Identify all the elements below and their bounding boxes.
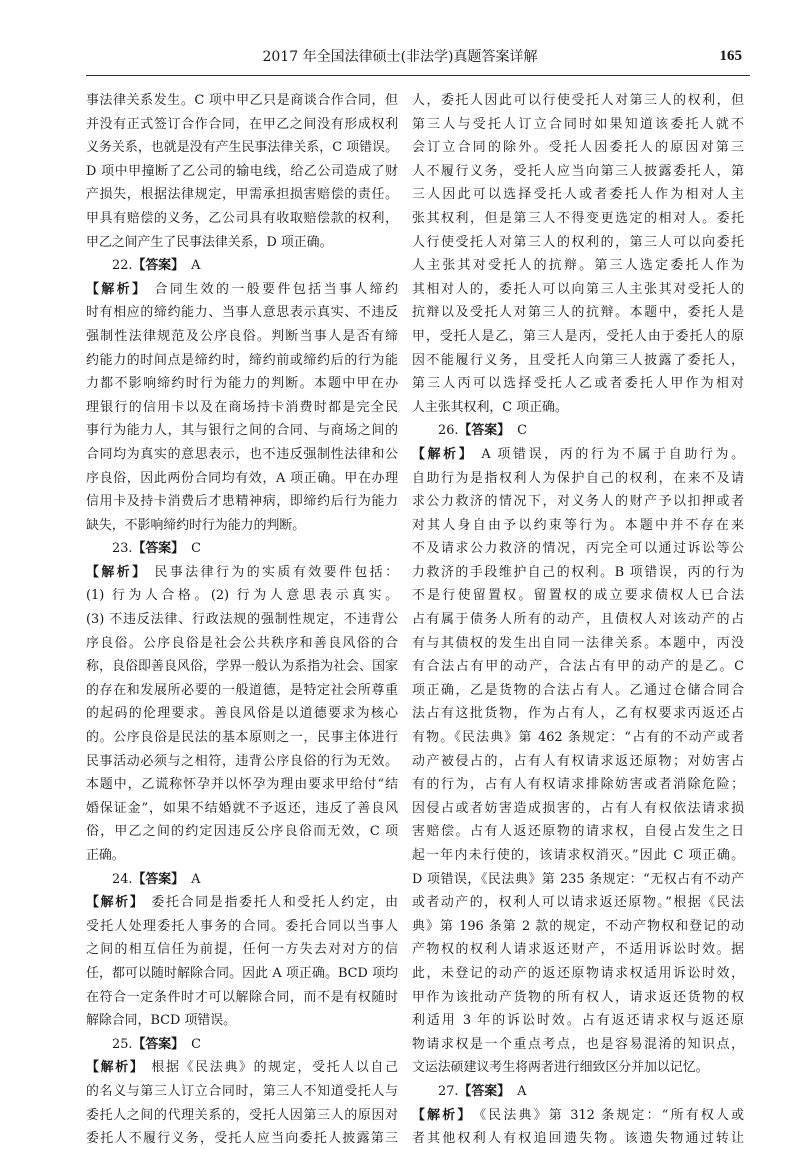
line-text: 强制性法律规范及公序良俗。判断当事人是否有缔 bbox=[86, 328, 398, 344]
analysis-label: 【解析】 bbox=[86, 564, 148, 580]
running-header: 2017 年全国法律硕士(非法学)真题答案详解 bbox=[262, 49, 538, 65]
text-line bbox=[86, 584, 398, 608]
text-line bbox=[86, 702, 398, 726]
text-line bbox=[86, 1104, 398, 1128]
line-text: 甲具有赔偿的义务，乙公司具有收取赔偿款的权利， bbox=[86, 210, 398, 226]
answer-value: A bbox=[191, 258, 201, 274]
line-text: 民事活动必须与之相符，违背公序良俗的行为无效。 bbox=[86, 753, 398, 769]
line-text: 其相对人的，委托人可以向第三人主张其对受托人的 bbox=[412, 281, 744, 297]
line-text: 第三人丙可以选择受托人乙或者委托人甲作为相对 bbox=[412, 376, 744, 392]
page-number: 165 bbox=[719, 48, 742, 64]
line-text: 利适用 3 年的诉讼时效。占有返还请求权与返还原 bbox=[412, 1013, 744, 1029]
text-line bbox=[86, 632, 398, 656]
line-text: 起一年内未行使的，该请求权消灭。”因此 C 项正确。 bbox=[412, 848, 744, 863]
line-text: 合同生效的一般要件包括当事人缔约 bbox=[154, 281, 398, 297]
line-text: 文运法硕建议考生将两者进行细致区分并加以记忆。 bbox=[412, 1060, 709, 1076]
line-text: 信用卡及持卡消费后才患精神病，即缔约后行为能力 bbox=[86, 494, 398, 510]
line-text: (1) 行为人合格。(2) 行为人意思表示真实。 bbox=[86, 588, 398, 604]
text-line bbox=[412, 773, 744, 797]
line-text: 产物权的权利人请求返还财产，不适用诉讼时效。据 bbox=[412, 942, 744, 958]
text-line bbox=[412, 608, 744, 632]
line-text: 害赔偿。占有人返还原物的请求权，自侵占发生之日 bbox=[412, 824, 744, 840]
line-text: D 项中甲撞断了乙公司的输电线，给乙公司造成了财 bbox=[86, 163, 398, 179]
line-text: 序良俗。公序良俗是社会公共秩序和善良风俗的合 bbox=[86, 635, 398, 651]
text-line bbox=[86, 113, 398, 137]
text-line bbox=[412, 1104, 744, 1128]
line-text: 的。公序良俗是民法的基本原则之一，民事主体进行 bbox=[86, 730, 398, 746]
text-line bbox=[412, 325, 744, 349]
line-text: 理银行的信用卡以及在商场持卡消费时都是完全民 bbox=[86, 399, 398, 415]
text-line bbox=[86, 655, 398, 679]
text-line bbox=[86, 1127, 398, 1151]
text-line bbox=[412, 443, 744, 467]
line-text: 人不履行义务，受托人应当向第三人披露委托人，第 bbox=[412, 163, 744, 179]
line-text: 委托人不履行义务，受托人应当向委托人披露第三 bbox=[86, 1131, 398, 1147]
line-text: 三人因此可以选择受托人或者委托人作为相对人主 bbox=[412, 187, 744, 203]
text-line bbox=[86, 773, 398, 797]
line-text: 《民法典》第 312 条规定：“所有权人或 bbox=[479, 1107, 744, 1123]
text-line bbox=[412, 584, 744, 608]
text-line bbox=[86, 490, 398, 514]
paragraph bbox=[86, 278, 398, 538]
text-line bbox=[412, 868, 744, 892]
text-line bbox=[86, 891, 398, 915]
line-text: 义务关系，也就是没有产生民事法律关系，C 项错误。 bbox=[86, 140, 398, 156]
text-line bbox=[412, 113, 744, 137]
line-text: 本题中，乙谎称怀孕并以怀孕为理由要求甲给付“结 bbox=[86, 777, 398, 793]
text-line bbox=[86, 1056, 398, 1080]
text-line bbox=[86, 1080, 398, 1104]
right-column bbox=[412, 89, 744, 1151]
line-text: 有物。《民法典》第 462 条规定：“占有的不动产或者 bbox=[412, 730, 744, 746]
text-line bbox=[412, 136, 744, 160]
text-line bbox=[86, 183, 398, 207]
answer-label: 【答案】 bbox=[132, 871, 185, 887]
line-text: 人主张其对受托人的抗辩。第三人选定委托人作为 bbox=[412, 258, 744, 274]
text-line bbox=[412, 938, 744, 962]
text-line bbox=[412, 986, 744, 1010]
text-line bbox=[412, 537, 744, 561]
answer-heading bbox=[412, 1080, 744, 1104]
text-line bbox=[86, 278, 398, 302]
text-line bbox=[86, 207, 398, 231]
line-text: (3) 不违反法律、行政法规的强制性规定，不违背公 bbox=[86, 612, 398, 628]
paragraph bbox=[412, 443, 744, 1080]
text-line bbox=[86, 726, 398, 750]
line-text: 委托合同是指委托人和受托人约定，由 bbox=[151, 895, 398, 911]
answer-value: C bbox=[517, 423, 527, 439]
answer-label: 【答案】 bbox=[458, 423, 511, 439]
text-line bbox=[86, 915, 398, 939]
left-column bbox=[86, 89, 398, 1151]
text-line bbox=[86, 750, 398, 774]
text-line bbox=[86, 160, 398, 184]
text-line bbox=[86, 1009, 398, 1033]
answer-value: C bbox=[191, 1036, 201, 1052]
paragraph bbox=[86, 561, 398, 868]
answer-heading bbox=[86, 537, 398, 561]
line-text: 力救济的手段维护自己的权利。B 项错误，丙的行为 bbox=[412, 564, 744, 580]
text-line bbox=[412, 89, 744, 113]
text-line bbox=[86, 89, 398, 113]
text-line bbox=[412, 207, 744, 231]
text-line bbox=[412, 160, 744, 184]
line-text: 此，未登记的动产的返还原物请求权适用诉讼时效， bbox=[412, 965, 744, 981]
text-line bbox=[86, 561, 398, 585]
line-text: 的起码的伦理要求。善良风俗是以道德要求为核心 bbox=[86, 706, 398, 722]
line-text: 会订立合同的除外。受托人因委托人的原因对第三 bbox=[412, 140, 744, 156]
line-text: 约能力的时间点是缔约时，缔约前或缔约后的行为能 bbox=[86, 352, 398, 368]
text-line bbox=[86, 844, 398, 868]
line-text: 时有相应的缔约能力、当事人意思表示真实、不违反 bbox=[86, 305, 398, 321]
text-line bbox=[86, 820, 398, 844]
text-line bbox=[412, 372, 744, 396]
paragraph bbox=[412, 89, 744, 419]
answer-label: 【答案】 bbox=[458, 1083, 511, 1099]
text-line bbox=[412, 561, 744, 585]
line-text: 委托人之间的代理关系的，受托人因第三人的原因对 bbox=[86, 1107, 398, 1123]
text-line bbox=[412, 301, 744, 325]
text-line bbox=[86, 349, 398, 373]
line-text: D 项错误，《民法典》第 235 条规定：“无权占有不动产 bbox=[412, 871, 744, 887]
question-number: 24. bbox=[112, 871, 133, 887]
line-text: 受托人处理委托人事务的合同。委托合同以当事人 bbox=[86, 918, 398, 934]
line-text: 之间的相互信任为前提，任何一方失去对对方的信 bbox=[86, 942, 398, 958]
line-text: 正确。 bbox=[86, 848, 125, 863]
text-line bbox=[412, 702, 744, 726]
text-line bbox=[412, 1127, 744, 1151]
line-text: 称，良俗即善良风俗，学界一般认为系指为社会、国家 bbox=[86, 659, 398, 675]
answer-label: 【答案】 bbox=[132, 541, 185, 557]
paragraph bbox=[86, 891, 398, 1033]
line-text: 不及请求公力救济的情况，丙完全可以通过诉讼等公 bbox=[412, 541, 744, 557]
line-text: 事行为能力人，其与银行之间的合同、与商场之间的 bbox=[86, 423, 398, 439]
text-line bbox=[412, 349, 744, 373]
text-line bbox=[86, 679, 398, 703]
text-line bbox=[86, 372, 398, 396]
text-line bbox=[412, 514, 744, 538]
text-line bbox=[86, 467, 398, 491]
question-number: 27. bbox=[438, 1083, 459, 1099]
text-line bbox=[412, 891, 744, 915]
text-line bbox=[86, 325, 398, 349]
line-text: 对其人身自由予以约束等行为。本题中并不存在来 bbox=[412, 517, 744, 533]
line-text: 法占有这批货物，作为占有人，乙有权要求丙返还占 bbox=[412, 706, 744, 722]
text-line bbox=[412, 1009, 744, 1033]
line-text: 物请求权是一个重点考点，也是容易混淆的知识点， bbox=[412, 1036, 744, 1052]
answer-heading bbox=[86, 868, 398, 892]
line-text: 人行使受托人对第三人的权利的，第三人可以向委托 bbox=[412, 234, 744, 250]
text-line bbox=[86, 231, 398, 255]
line-text: 人，委托人因此可以行使受托人对第三人的权利，但 bbox=[412, 93, 744, 108]
analysis-label: 【解析】 bbox=[86, 1060, 145, 1076]
line-text: 人主张其权利，C 项正确。 bbox=[412, 399, 568, 415]
line-text: 的存在和发展所必要的一般道德，是特定社会所尊重 bbox=[86, 682, 398, 698]
text-line bbox=[412, 1056, 744, 1080]
line-text: 动产被侵占的，占有人有权请求返还原物；对妨害占 bbox=[412, 753, 744, 769]
text-line bbox=[86, 986, 398, 1010]
text-line bbox=[86, 514, 398, 538]
text-line bbox=[86, 301, 398, 325]
text-line bbox=[412, 467, 744, 491]
text-line bbox=[412, 632, 744, 656]
line-text: 甲乙之间产生了民事法律关系，D 项正确。 bbox=[86, 234, 333, 250]
text-line bbox=[86, 136, 398, 160]
text-line bbox=[412, 844, 744, 868]
line-text: 有合法占有甲的动产，合法占有甲的动产的是乙。C bbox=[412, 659, 744, 675]
text-line bbox=[412, 915, 744, 939]
line-text: 缺失，不影响缔约时行为能力的判断。 bbox=[86, 517, 306, 533]
line-text: 项正确，乙是货物的合法占有人。乙通过仓储合同合 bbox=[412, 682, 744, 698]
answer-heading bbox=[412, 419, 744, 443]
text-line bbox=[86, 962, 398, 986]
text-line bbox=[412, 679, 744, 703]
answer-label: 【答案】 bbox=[132, 1036, 185, 1052]
analysis-label: 【解析】 bbox=[412, 446, 475, 462]
line-text: 序良俗，因此两份合同均有效，A 项正确。甲在办理 bbox=[86, 470, 398, 486]
analysis-label: 【解析】 bbox=[412, 1107, 473, 1123]
line-text: 或者动产的，权利人可以请求返还原物。”根据《民法 bbox=[412, 895, 744, 911]
line-text: 因不能履行义务，且受托人向第三人披露了委托人， bbox=[412, 352, 744, 368]
text-line bbox=[412, 183, 744, 207]
line-text: 张其权利，但是第三人不得变更选定的相对人。委托 bbox=[412, 210, 744, 226]
line-text: 在符合一定条件时才可以解除合同，而不是有权随时 bbox=[86, 989, 398, 1005]
answer-value: A bbox=[191, 871, 201, 887]
analysis-label: 【解析】 bbox=[86, 281, 148, 297]
line-text: 事法律关系发生。C 项中甲乙只是商谈合作合同，但 bbox=[86, 93, 398, 108]
text-line bbox=[412, 820, 744, 844]
text-line bbox=[412, 962, 744, 986]
answer-value: A bbox=[517, 1083, 527, 1099]
question-number: 25. bbox=[112, 1036, 133, 1052]
text-line bbox=[412, 726, 744, 750]
text-line bbox=[412, 797, 744, 821]
question-number: 23. bbox=[112, 541, 133, 557]
line-text: 求公力救济的情况下，对义务人的财产予以扣押或者 bbox=[412, 494, 744, 510]
paragraph bbox=[412, 1104, 744, 1151]
line-text: 不是行使留置权。留置权的成立要求债权人已合法 bbox=[412, 588, 744, 604]
line-text: 有的行为，占有人有权请求排除妨害或者消除危险； bbox=[412, 777, 744, 793]
line-text: 根据《民法典》的规定，受托人以自己 bbox=[151, 1060, 398, 1076]
answer-label: 【答案】 bbox=[132, 258, 185, 274]
line-text: 任，都可以随时解除合同。因此 A 项正确。BCD 项均 bbox=[86, 965, 398, 981]
line-text: 的名义与第三人订立合同时，第三人不知道受托人与 bbox=[86, 1083, 398, 1099]
line-text: A 项错误，丙的行为不属于自助行为。 bbox=[481, 446, 744, 462]
line-text: 因侵占或者妨害造成损害的，占有人有权依法请求损 bbox=[412, 800, 744, 816]
line-text: 甲作为该批动产货物的所有权人，请求返还货物的权 bbox=[412, 989, 744, 1005]
text-line bbox=[412, 396, 744, 420]
line-text: 婚保证金”，如果不结婚就不予返还，违反了善良风 bbox=[86, 800, 398, 816]
line-text: 有与其债权的发生出自同一法律关系。本题中，丙没 bbox=[412, 635, 744, 651]
text-line bbox=[412, 231, 744, 255]
line-text: 者其他权利人有权追回遗失物。该遗失物通过转让 bbox=[412, 1131, 744, 1147]
question-number: 26. bbox=[438, 423, 459, 439]
answer-heading bbox=[86, 254, 398, 278]
text-line bbox=[412, 655, 744, 679]
text-line bbox=[86, 396, 398, 420]
line-text: 力都不影响缔约时行为能力的判断。本题中甲在办 bbox=[86, 376, 398, 392]
text-line bbox=[86, 443, 398, 467]
line-text: 俗，甲乙之间的约定因违反公序良俗而无效，C 项 bbox=[86, 824, 398, 840]
header-rule bbox=[86, 75, 750, 76]
line-text: 第三人与受托人订立合同时如果知道该委托人就不 bbox=[412, 116, 744, 132]
line-text: 民事法律行为的实质有效要件包括： bbox=[154, 564, 398, 580]
line-text: 占有属于债务人所有的动产，且债权人对该动产的占 bbox=[412, 612, 744, 628]
line-text: 合同均为真实的意思表示，也不违反强制性法律和公 bbox=[86, 446, 398, 462]
line-text: 产损失，根据法律规定，甲需承担损害赔偿的责任。 bbox=[86, 187, 398, 203]
line-text: 甲，受托人是乙，第三人是丙，受托人由于委托人的原 bbox=[412, 328, 744, 344]
answer-value: C bbox=[191, 541, 201, 557]
paragraph bbox=[86, 1056, 398, 1150]
line-text: 抗辩以及受托人对第三人的抗辩。本题中，委托人是 bbox=[412, 305, 744, 321]
text-line bbox=[86, 419, 398, 443]
line-text: 并没有正式签订合作合同，在甲乙之间没有形成权利 bbox=[86, 116, 398, 132]
text-line bbox=[86, 797, 398, 821]
line-text: 自助行为是指权利人为保护自己的权利，在来不及请 bbox=[412, 470, 744, 486]
text-line bbox=[412, 490, 744, 514]
text-line bbox=[412, 254, 744, 278]
analysis-label: 【解析】 bbox=[86, 895, 145, 911]
text-line bbox=[412, 278, 744, 302]
paragraph bbox=[86, 89, 398, 254]
question-number: 22. bbox=[112, 258, 133, 274]
text-line bbox=[86, 938, 398, 962]
text-line bbox=[412, 1033, 744, 1057]
answer-heading bbox=[86, 1033, 398, 1057]
text-line bbox=[86, 608, 398, 632]
line-text: 解除合同，BCD 项错误。 bbox=[86, 1013, 237, 1029]
line-text: 典》第 196 条第 2 款的规定，不动产物权和登记的动 bbox=[412, 918, 744, 934]
text-line bbox=[412, 750, 744, 774]
